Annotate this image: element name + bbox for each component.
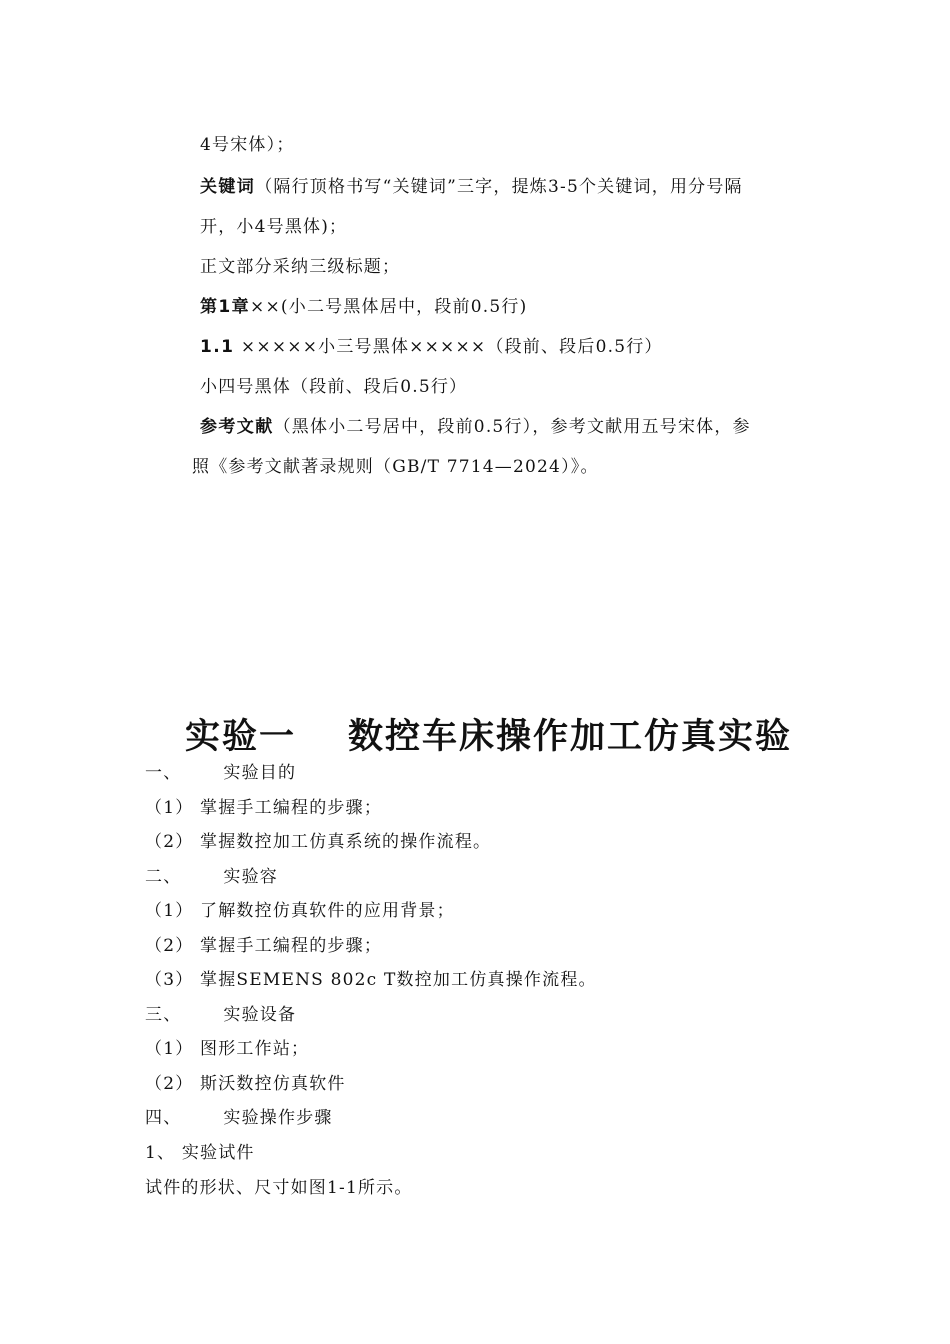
section-heading-1 [145,761,296,785]
subsection-format: 小四号黑体（段前、段后0.5行） [200,377,468,397]
refs-text-2: 照《参考文献著录规则（GB/T 7714—2024）》。 [192,457,599,477]
list-item: （3） 掌握SEMENS 802c T数控加工仿真操作流程。 [145,970,597,990]
keywords-text-2: 开，小4号黑体)； [200,217,348,237]
section-heading-2 [145,865,278,889]
section-num: 三、 [145,1005,182,1025]
section-title: 实验操作步骤 [223,1108,333,1128]
step-text: 试件的形状、尺寸如图1-1所示。 [145,1178,413,1198]
chapter-label: 第1章 [200,297,251,317]
body-levels-note: 正文部分采纳三级标题； [200,257,401,277]
section-num: 二、 [145,867,182,887]
keywords-label: 关键词 [200,177,256,197]
step-heading: 1、 实验试件 [145,1143,255,1163]
section-num: 四、 [145,1108,182,1128]
section-heading-3 [145,1003,296,1027]
section-title: 实验目的 [223,763,297,783]
section-text: ×××××小三号黑体×××××（段前、段后0.5行） [234,337,663,357]
chapter-text: ××(小二号黑体居中，段前0.5行) [250,297,528,317]
section-format [200,335,663,359]
refs-label: 参考文献 [200,417,274,437]
list-item: （2） 掌握手工编程的步骤； [145,936,383,956]
keywords-text-1: （隔行顶格书写“关键词”三字，提炼3-5个关键词，用分号隔 [255,177,743,197]
list-item: （1） 图形工作站； [145,1039,310,1059]
list-item: （2） 掌握数控加工仿真系统的操作流程。 [145,832,492,852]
keywords-paragraph [200,175,743,199]
chapter-format [200,295,527,319]
refs-paragraph [200,415,751,439]
section-heading-4 [145,1106,333,1130]
list-item: （1） 掌握手工编程的步骤； [145,798,383,818]
refs-text-1: （黑体小二号居中，段前0.5行），参考文献用五号宋体，参 [273,417,751,437]
experiment-title-part1: 实验一 [185,717,297,757]
list-item: （2） 斯沃数控仿真软件 [145,1074,346,1094]
section-title: 实验设备 [223,1005,297,1025]
list-item: （1） 了解数控仿真软件的应用背景； [145,901,455,921]
section-num: 一、 [145,763,182,783]
experiment-title-part2: 数控车床操作加工仿真实验 [348,717,793,757]
section-title: 实验容 [223,867,279,887]
experiment-title [185,712,792,762]
intro-font-note: 4号宋体）； [200,135,295,155]
section-label: 1.1 [200,337,235,357]
